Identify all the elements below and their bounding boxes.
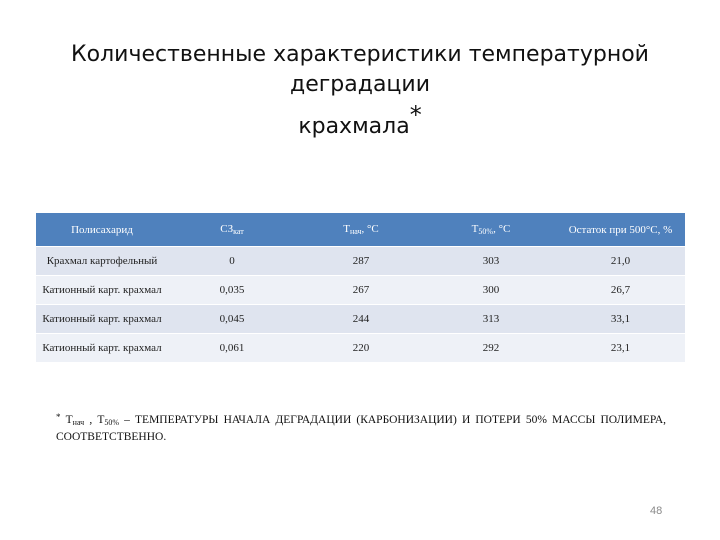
cell-residue: 33,1 (556, 305, 685, 333)
cell-name: Катионный карт. крахмал (36, 305, 168, 333)
footnote-t2: Т (97, 414, 105, 426)
cell-t-start: 267 (296, 276, 426, 304)
cell-residue: 26,7 (556, 276, 685, 304)
header-ds (168, 213, 296, 246)
cell-name: Крахмал картофельный (36, 247, 168, 275)
cell-t-start: 287 (296, 247, 426, 275)
cell-t-50: 303 (426, 247, 556, 275)
footnote-text: – ТЕМПЕРАТУРЫ НАЧАЛА ДЕГРАДАЦИИ (КАРБОНИЗАЦИИ) И ПОТЕРИ 50% МАССЫ ПОЛИМЕРА, СООТВЕТСТВЕННО. (56, 414, 666, 443)
slide-title (20, 40, 700, 142)
cell-t-50: 292 (426, 334, 556, 362)
header-t-start-sub: нач (349, 227, 362, 236)
footnote-t2-sub: 50% (104, 418, 120, 427)
cell-name: Катионный карт. крахмал (36, 276, 168, 304)
header-t-start (296, 213, 426, 246)
cell-ds: 0,045 (168, 305, 296, 333)
title-asterisk: * (409, 101, 422, 129)
header-t-50-sub: 50% (478, 227, 494, 236)
cell-residue: 23,1 (556, 334, 685, 362)
table-row (36, 334, 685, 362)
cell-ds: 0,061 (168, 334, 296, 362)
footnote-separator: , (84, 414, 98, 426)
footnote-t1: Т (65, 414, 73, 426)
header-ds-main: СЗ (220, 223, 234, 235)
cell-name: Катионный карт. крахмал (36, 334, 168, 362)
title-line-2 (20, 100, 700, 142)
header-ds-sub: кат (233, 227, 244, 236)
cell-ds: 0,035 (168, 276, 296, 304)
cell-t-50: 300 (426, 276, 556, 304)
table-row (36, 276, 685, 304)
cell-t-start: 220 (296, 334, 426, 362)
header-t-50-main: T (471, 223, 479, 235)
cell-t-start: 244 (296, 305, 426, 333)
title-line-1: Количественные характеристики температурной деградации (71, 42, 649, 97)
header-polysaccharide: Полисахарид (36, 213, 168, 246)
cell-residue: 21,0 (556, 247, 685, 275)
degradation-table (36, 212, 685, 363)
header-t-50-unit: , °C (493, 223, 511, 235)
cell-t-50: 313 (426, 305, 556, 333)
footnote (56, 410, 666, 445)
table-header-row (36, 213, 685, 246)
table-row (36, 247, 685, 275)
page-number: 48 (650, 505, 663, 517)
header-t-start-unit: , °C (361, 223, 379, 235)
table-row (36, 305, 685, 333)
header-t-start-main: T (343, 223, 350, 235)
title-word: крахмала (298, 114, 410, 139)
header-t-50 (426, 213, 556, 246)
cell-ds: 0 (168, 247, 296, 275)
footnote-t1-sub: нач (72, 418, 85, 427)
footnote-asterisk: * (56, 412, 61, 422)
header-residue: Остаток при 500°С, % (556, 213, 685, 246)
